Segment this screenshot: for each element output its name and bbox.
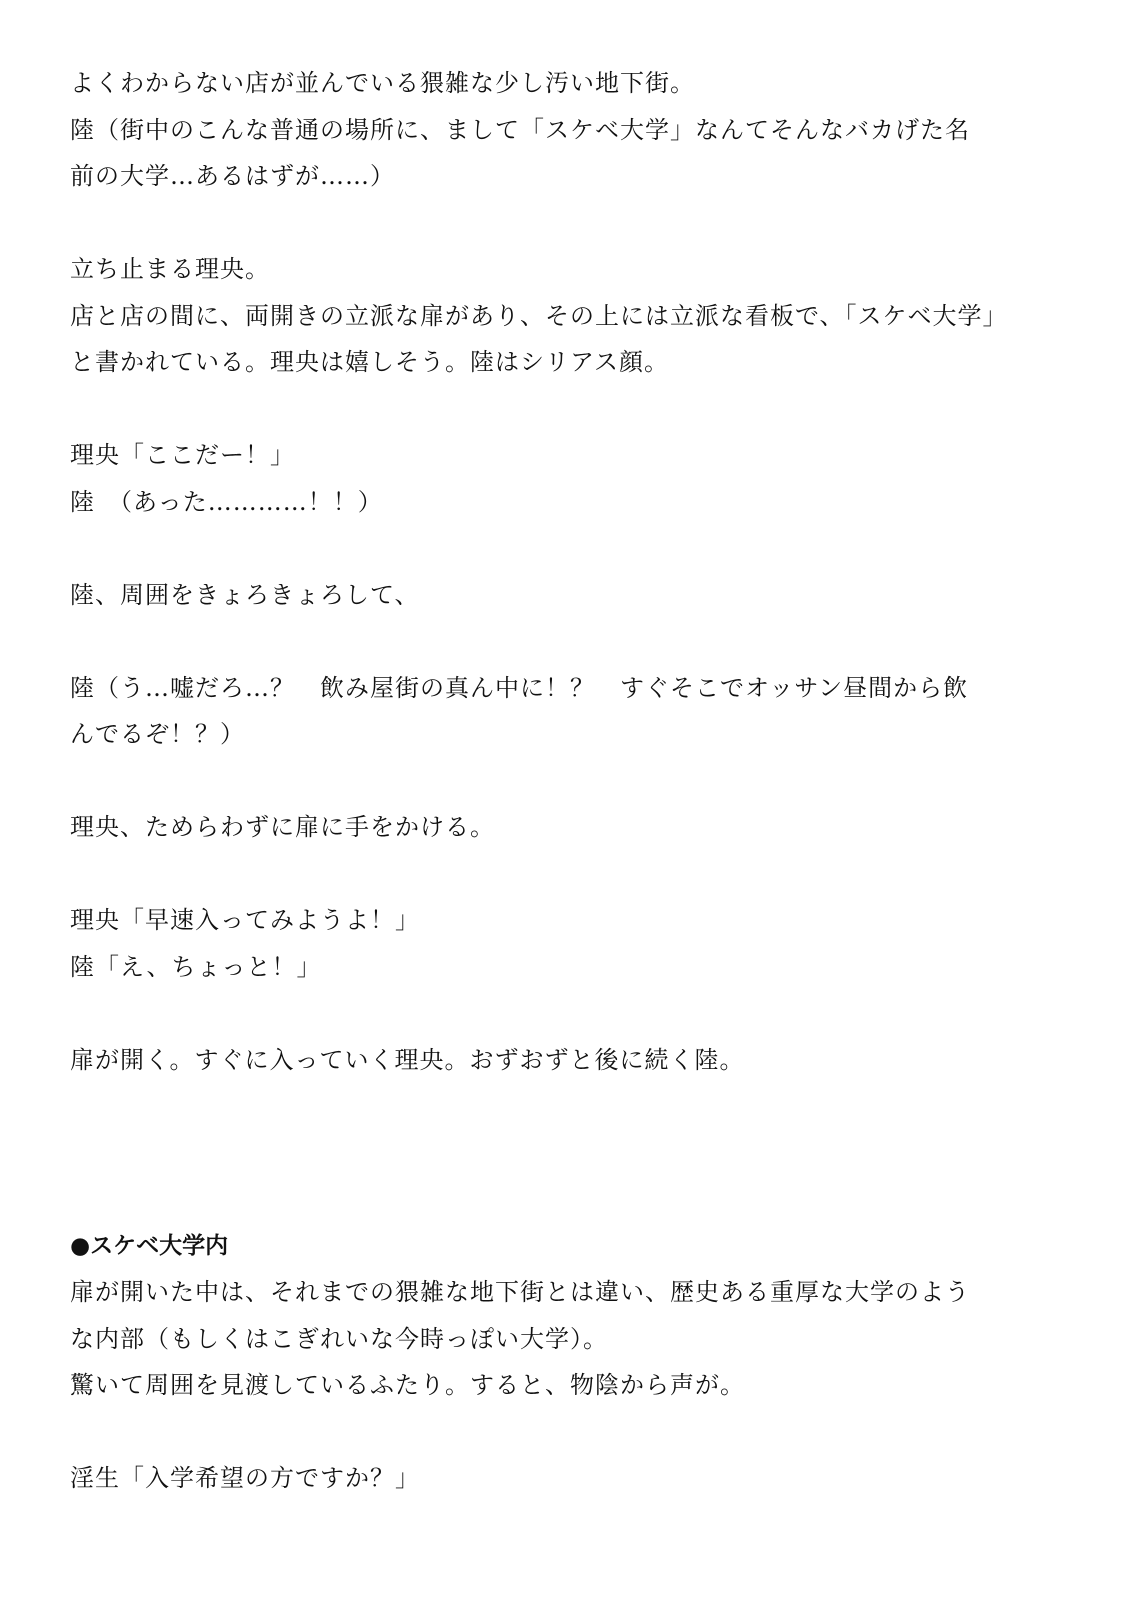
blank-line: [70, 1409, 1061, 1456]
text-line: と書かれている。理央は嬉しそう。陸はシリアス顔。: [70, 348, 670, 376]
text-line: よくわからない店が並んでいる猥雑な少し汚い地下街。: [70, 69, 695, 97]
blank-line: [70, 758, 1061, 805]
dialogue-line: 理央「早速入ってみようよ！」: [70, 906, 420, 934]
dialogue-line: 陸 （あった…………！！）: [70, 487, 383, 516]
text-line: 理央、ためらわずに扉に手をかける。: [70, 813, 495, 841]
text-line: 驚いて周囲を見渡しているふたり。すると、物陰から声が。: [70, 1371, 745, 1399]
text-line: な内部（もしくはこぎれいな今時っぽい大学）。: [70, 1324, 608, 1353]
dialogue-line: 理央「ここだー！」: [70, 441, 295, 469]
blank-line: [70, 1176, 1061, 1223]
text-line: 店と店の間に、両開きの立派な扉があり、その上には立派な看板で、「スケベ大学」: [70, 301, 1008, 330]
scene-heading: ●スケベ大学内: [70, 1232, 229, 1259]
blank-line: [70, 990, 1061, 1037]
blank-line: [70, 618, 1061, 665]
dialogue-line: 陸（う…嘘だろ…？ 飲み屋街の真ん中に！？ すぐそこでオッサン昼間から飲: [70, 673, 969, 702]
text-line: 陸、周囲をきょろきょろして、: [70, 580, 420, 609]
blank-line: [70, 525, 1061, 572]
blank-line: [70, 1083, 1061, 1130]
text-line: 前の大学…あるはずが……）: [70, 162, 395, 190]
text-line: 立ち止まる理央。: [70, 255, 270, 283]
dialogue-line: 陸「え、ちょっと！」: [70, 952, 322, 981]
blank-line: [70, 200, 1061, 247]
blank-line: [70, 1130, 1061, 1177]
text-line: 扉が開いた中は、それまでの猥雑な地下街とは違い、歴史ある重厚な大学のよう: [70, 1278, 970, 1306]
blank-line: [70, 386, 1061, 433]
dialogue-line: 淫生「入学希望の方ですか？」: [70, 1464, 420, 1492]
text-line: 陸（街中のこんな普通の場所に、まして「スケベ大学」なんてそんなバカげた名: [70, 115, 970, 144]
dialogue-line: んでるぞ！？）: [70, 720, 245, 748]
text-line: 扉が開く。すぐに入っていく理央。おずおずと後に続く陸。: [70, 1045, 745, 1074]
blank-line: [70, 851, 1061, 898]
